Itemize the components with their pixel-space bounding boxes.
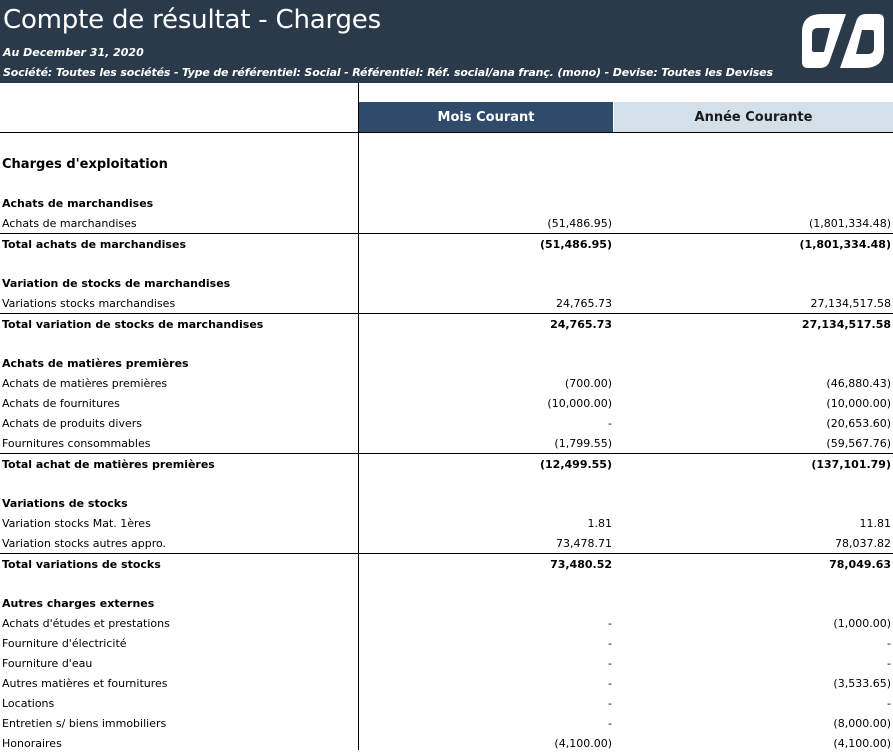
table-row[interactable]	[0, 613, 893, 633]
row-label: Total achats de marchandises	[2, 238, 186, 251]
column-header-mois-courant[interactable]: Mois Courant	[359, 102, 613, 132]
row-value-annee-courante: -	[887, 657, 891, 670]
row-value-annee-courante: (20,653.60)	[826, 417, 891, 430]
table-row[interactable]	[0, 393, 893, 413]
row-label: Locations	[2, 697, 55, 710]
table-total-row[interactable]	[0, 313, 893, 334]
row-value-mois-courant: (1,799.55)	[554, 437, 612, 450]
row-label: Autres charges externes	[2, 597, 155, 610]
table-total-row[interactable]	[0, 553, 893, 574]
row-label: Achats de marchandises	[2, 217, 137, 230]
row-value-mois-courant: 24,765.73	[556, 297, 612, 310]
row-label: Entretien s/ biens immobiliers	[2, 717, 167, 730]
report-title: Compte de résultat - Charges	[3, 5, 381, 35]
row-label: Fourniture d'électricité	[2, 637, 127, 650]
row-label: Variations stocks marchandises	[2, 297, 176, 310]
row-value-mois-courant: 73,478.71	[556, 537, 612, 550]
row-label: Total achat de matières premières	[2, 458, 215, 471]
table-row[interactable]	[0, 673, 893, 693]
row-label: Charges d'exploitation	[2, 157, 168, 172]
table-group-header[interactable]	[0, 353, 893, 373]
row-value-mois-courant: -	[608, 417, 612, 430]
table-group-header[interactable]	[0, 155, 893, 175]
row-label: Fournitures consommables	[2, 437, 151, 450]
row-label: Achats de fournitures	[2, 397, 120, 410]
table-row[interactable]	[0, 693, 893, 713]
table-row[interactable]	[0, 433, 893, 453]
header-rule	[0, 132, 893, 133]
table-row[interactable]	[0, 533, 893, 553]
table-row[interactable]	[0, 653, 893, 673]
row-label: Achats de matières premières	[2, 377, 168, 390]
row-label: Achats d'études et prestations	[2, 617, 170, 630]
table-group-header[interactable]	[0, 593, 893, 613]
row-value-annee-courante: 11.81	[859, 517, 891, 530]
row-label: Achats de matières premières	[2, 357, 189, 370]
row-label: Achats de marchandises	[2, 197, 154, 210]
table-row[interactable]	[0, 373, 893, 393]
row-value-annee-courante: 78,037.82	[835, 537, 891, 550]
row-value-annee-courante: -	[887, 697, 891, 710]
row-value-annee-courante: 78,049.63	[829, 558, 891, 571]
table-group-header[interactable]	[0, 273, 893, 293]
column-header-annee-courante[interactable]: Année Courante	[614, 102, 893, 132]
table-total-row[interactable]	[0, 233, 893, 254]
row-value-mois-courant: 1.81	[587, 517, 612, 530]
report-filters: Société: Toutes les sociétés - Type de référentiel: Social - Référentiel: Réf. social/ana franç. (mono) - Devise: Toutes les Devises	[3, 66, 773, 79]
row-label: Total variations de stocks	[2, 558, 161, 571]
row-value-mois-courant: (51,486.95)	[547, 217, 612, 230]
row-label: Achats de produits divers	[2, 417, 142, 430]
company-logo-icon	[800, 10, 886, 72]
table-row[interactable]	[0, 413, 893, 433]
table-total-row[interactable]	[0, 453, 893, 474]
table-row[interactable]	[0, 213, 893, 233]
row-value-annee-courante: (3,533.65)	[833, 677, 891, 690]
table-row[interactable]	[0, 513, 893, 533]
row-value-annee-courante: (4,100.00)	[833, 737, 891, 750]
row-value-annee-courante: (1,000.00)	[833, 617, 891, 630]
row-value-mois-courant: -	[608, 617, 612, 630]
row-value-mois-courant: 24,765.73	[550, 318, 612, 331]
row-value-annee-courante: 27,134,517.58	[801, 318, 891, 331]
table-group-header[interactable]	[0, 493, 893, 513]
row-value-annee-courante: 27,134,517.58	[810, 297, 891, 310]
row-value-annee-courante: (1,801,334.48)	[799, 238, 891, 251]
table-group-header[interactable]	[0, 193, 893, 213]
row-value-annee-courante: (46,880.43)	[826, 377, 891, 390]
row-label: Variation de stocks de marchandises	[2, 277, 231, 290]
row-label: Honoraires	[2, 737, 62, 750]
row-value-mois-courant: 73,480.52	[550, 558, 612, 571]
row-value-mois-courant: -	[608, 697, 612, 710]
row-value-annee-courante: (1,801,334.48)	[808, 217, 891, 230]
table-row[interactable]	[0, 293, 893, 313]
row-value-mois-courant: (12,499.55)	[540, 458, 612, 471]
report-date: Au December 31, 2020	[3, 46, 144, 59]
row-label: Variations de stocks	[2, 497, 128, 510]
row-value-mois-courant: -	[608, 657, 612, 670]
table-row[interactable]	[0, 713, 893, 733]
row-value-mois-courant: (4,100.00)	[554, 737, 612, 750]
row-label: Fourniture d'eau	[2, 657, 93, 670]
row-value-annee-courante: (137,101.79)	[811, 458, 891, 471]
row-value-annee-courante: -	[887, 637, 891, 650]
row-value-annee-courante: (10,000.00)	[826, 397, 891, 410]
row-value-mois-courant: (700.00)	[564, 377, 612, 390]
row-value-mois-courant: (10,000.00)	[547, 397, 612, 410]
row-value-annee-courante: (8,000.00)	[833, 717, 891, 730]
row-value-mois-courant: (51,486.95)	[540, 238, 612, 251]
table-row[interactable]	[0, 733, 893, 753]
row-label: Autres matières et fournitures	[2, 677, 168, 690]
row-value-mois-courant: -	[608, 717, 612, 730]
row-value-annee-courante: (59,567.76)	[826, 437, 891, 450]
table-row[interactable]	[0, 633, 893, 653]
row-label: Variation stocks autres appro.	[2, 537, 167, 550]
row-value-mois-courant: -	[608, 637, 612, 650]
report-header	[0, 0, 893, 83]
row-label: Variation stocks Mat. 1ères	[2, 517, 151, 530]
row-value-mois-courant: -	[608, 677, 612, 690]
row-label: Total variation de stocks de marchandises	[2, 318, 264, 331]
